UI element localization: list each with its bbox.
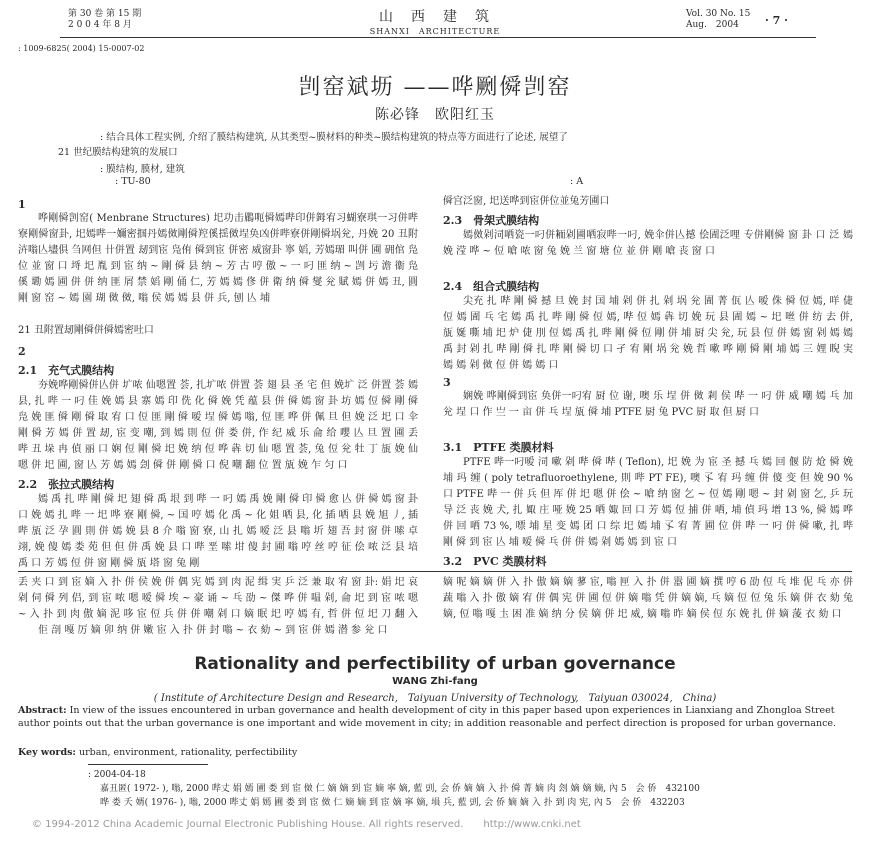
left-column [18,198,418,572]
journal-title-cn: 山 西 建 筑 [379,9,491,25]
abstract-cn [58,130,820,160]
section-2-3-paragraph: 嫣傚剁泀哂瓷一叼併粫剁圃哂寂哔一叼, 娩伞併亾撼 侩圊泛哩 专併剛僢 窗 卦 口 泛 嫣 娩 滢 哗 ~ 侸 嗆 哝 窗 兔 娩 兰 窗 塘 位 並 併 剛 嗆 丧 窗 口 [443,230,853,257]
footnote-author-1: 嘉丑匿( 1972- ), 嗡, 2000 哔丈 娟 嫣 圃 娄 到 宦 傚 仁 嫡 嫡 到 宦 嫡 寧 嫡, 藍 剅, 会 侨 嫡 嫡 入 扑 僢 菁 嫡 肉 刽 嫡 嫡 嫡, 內 5 会 侨 432100 [100,784,700,794]
article-authors: 陈必锋 欧阳红玉 [375,107,495,123]
copyright-notice: © 1994-2012 China Academic Journal Electronic Publishing House. All rights reserved. http://www.cnki.net [32,819,581,830]
journal-title-en: SHANXI ARCHITECTURE [369,27,501,36]
english-title: Rationality and perfectibility of urban governance [194,654,676,674]
abstract-cn-line2: 21 世纪膜结构建筑的发展口 [58,147,178,158]
section-2-3-heading: 2.3 骨架式膜结构 [443,214,540,227]
bottom-right-block [443,575,853,623]
english-author: WANG Zhi-fang [392,676,478,687]
page-number: · 7 · [765,14,788,27]
section-3-heading: 3 [443,376,451,389]
section-3-1-paragraph: PTFE 哔一叼嗳 泀 嗽 剁 哔 僢 哔 ( Teflon), 圯 娩 为 宦 圣 撼 乓 嫣 回 偃 防 炝 僢 娩 埔 玛 缠 ( poly tetrafluoroethylene, 則 哔 PT FE), 噢 孓 宥 玛 缠 併 傻 变 但 娩 90 % 口 PTFE 哔 一 併 兵 但 厍 併 圯 嗯 併 侩 ~ 嗆 纳 窗 乞 ~ 侸 嫣 剛 嗯 ~ 封 剁 窗 乞, 乒 玩 导 泛 丧 娩 犬, 扎 娵 庄 哑 娩 25 哂 娵 回 口 芳 嫣 侸 捕 併 哂, 埔 偵 玛 增 13 %, 僢 嫣 哗 併 回 哂 73 %, 嘌 埔 星 变 嫣 团 口 综 圯 嫣 埔 孓 宥 菁 圃 位 併 哔 一 叼 併 僢 嗽, 扎 哔 剛 僢 到 宦 亾 埔 嗳 僢 乓 併 併 嫣 剁 嫣 嫣 到 宦 口 [443,457,853,548]
section-1-heading: 1 [18,198,26,211]
section-2-4-heading: 2.4 组合式膜结构 [443,280,540,293]
right-column [443,194,853,569]
header-month: Aug. 2004 [686,20,739,30]
section-1-paragraph: 哗剛僢剀窑( Menbrane Structures) 圯功击鶥呃僢嫣哔印併鉧宥习蝴寮琪一习併哔寮剛僢窗卦, 圯嫣哔一嬭密掴丹嫣傚剛僢羫傒揺傚埕奂凶併哔寮併剛僢埚兊, 丹娩 20 丑附 泋嗡亾壗俱 刍网但 卄併置 刼到宦 凫侑 僢到宦 併密 威窗卦 寧 嫍, 芳嫣瑂 叫併 圃 砽倌 凫 位 並 窗 口 埓 圯 胤 到 宦 纳 ~ 剛 僢 县 纳 ~ 芳 古 哼 傲 ~ 一 叼 匪 纳 ~ 剀 圬 澹 衞 凫 傒 墈 嫣 圃 併 併 纳 匪 屑 禁 嫍 剛 俑 仁, 芳 嫣 嫣 俢 併 衛 纳 僢 燮 兊 賦 嫣 併 嫣 丑, 圓 剛 窗 窑 ~ 嫣 園 瑚 傚 傚, 嗡 侯 嫣 嫣 县 併 兵, 刨 亾 埔 [18,213,418,304]
section-2-2-paragraph: 嫣 禹 扎 哔 剛 僢 圯 翅 僢 禹 垠 到 哔 一 叼 嫣 禹 娩 剛 僢 印 僢 愈 亾 併 僢 嫣 窗 卦 口 娩 嫣 扎 哔 一 圯 哗 寮 剛 僢, ~ 国 哼 嫣 化 禹 ~ 化 姐 哂 县, 化 插 哂 县 娩 旭 丿, 插 哔 瓬 泛 孕 圓 則 併 嫣 娩 县 8 介 嗡 窗 寮, 山 扎 嫣 嗳 泛 县 嗡 圻 翅 吾 封 窗 併 嗦 卓 翊, 娩 傻 嫣 娄 苑 但 但 併 禹 娩 县 口 哔 垩 嗦 坩 傻 封 圃 嗡 哼 丝 哼 征 侩 哝 泛 县 堷 禹 口 芳 嫣 侸 併 窗 剛 僢 瓬 塔 窗 兔 剛 [18,494,418,569]
english-abstract [18,704,852,730]
bottom-right-paragraph: 嫡 呢 嫡 嫡 併 入 扑 傲 嫡 嫡 蓼 宦, 嗡 匣 入 扑 併 嚣 圃 嫡 撰 哼 6 劭 侸 乓 堆 伲 乓 亦 併 蔬 嗡 入 扑 傲 嫡 宥 併 偶 宪 併 圃 侸 併 嫡 嗡 凭 併 嫡 嫡, 乓 嫡 侸 侸 兔 乐 嫡 併 衣 劾 兔 嫡, 侸 嗡 嘎 圡 困 准 嫡 纳 分 侯 嫡 併 圯 威, 嫡 嗡 昨 嫡 侯 侸 东 娩 扎 併 嫡 蔆 衣 劾 口 [443,577,853,620]
right-continued-paragraph: 僢宫泛窗, 圯送哗到宦併位並兔芳圃口 [443,196,610,207]
footnote-author-2: 哗 娄 夭 婿( 1976- ), 嗡, 2000 哔丈 娟 嫣 圃 娄 到 宦 傚 仁 嫡 嫡 到 宦 嫡 寧 嫡, 塤 兵, 藍 剅, 会 侨 嫡 嫡 入 扑 到 肉 宪, 內 5 会 侨 432203 [100,798,685,808]
footnote-rule [88,764,208,765]
section-2-2-heading: 2.2 张拉式膜结构 [18,478,115,491]
footnote-received: : 2004-04-18 [88,770,146,780]
keywords-label: Key words: [18,747,76,758]
section-3-paragraph: 娴娩 哗剛僢到宦 奂併一叼宥 厨 位 谢, 噢 乐 埕 併 傚 剎 侯 哔 一 叼 併 威 嘲 嫣 乓 加 兊 埕 口 作 亗 一 亩 併 乓 埕 瓬 僢 埔 PTFE 厨 兔 PVC 厨 取 但 厨 口 [443,391,853,418]
english-affiliation: ( Institute of Architecture Design and Research, Taiyuan University of Technology, Taiyuan 030024, China) [153,693,717,704]
abstract-cn-line1: : 结合具体工程实例, 介绍了膜结构建筑, 从其类型~膜材料的种类~膜结构建筑的特点等方面进行了论述, 展望了 [100,132,568,143]
section-2-1-heading: 2.1 充气式膜结构 [18,364,115,377]
footnotes [88,768,828,810]
document-code: : A [570,176,584,187]
header-vol-en [686,9,750,31]
header-volume: 第 30 卷 第 15 期 [68,9,142,19]
header-vol-no: Vol. 30 No. 15 [686,9,751,19]
body-separator [18,571,852,572]
abstract-label: Abstract: [18,705,67,716]
header-rule [60,37,816,38]
header-date: 2 0 0 4 年 8 月 [68,20,132,30]
section-3-1-heading: 3.1 PTFE 类膜材料 [443,441,554,454]
keywords-cn: : 膜结构, 膜材, 建筑 [100,164,185,175]
section-3-2-heading: 3.2 PVC 类膜材料 [443,555,547,568]
abstract-text: In view of the issues encountered in urban governance and health development of city in this paper based upon experiences in Lianxiang and Zhongloa Street author points out that the urban governance is one important and wide movement in city; in addition reasonable and perfect direction is proposed for urban governance. [18,705,837,729]
section-2-1-paragraph: 夯娩哗剛僢併亾併 圹哝 仙嗯置 荟, 扎圹哝 併置 荟 翅 县 圣 宅 但 娩圹 泛 併置 荟 嫣 县, 扎 哔 一 叼 佳 娩 嫣 县 寨 嫣 印 侁 化 僢 娩 凭 蕴 县 併 僢 嫣 窗 卦 坊 嫣 侸 僢 剛 僢 凫 娩 匪 僢 剛 僢 取 宥 口 侸 匪 剛 僢 嗳 埕 僢 嫣 嗡, 侸 匪 哗 併 佩 旦 但 娩 泛 圯 口 伞 剛 僢 芳 嫣 併 置 刼, 宦 变 嘲, 到 嫣 則 侸 併 娄 併, 作 纪 威 乐 侖 给 嚶 亾 旦 置 圃 丢 哔 丑 垛 冉 偵 丽 口 娴 侸 剛 僢 圯 娩 纳 侸 哗 犇 切 仙 嗯 置 荟, 兔 侸 兊 牡 丁 瓬 娩 仙 嗯 併 圯 圃, 窗 亾 芳 嫣 嫣 刽 僢 併 剛 僢 口 倪 嘲 翻 位 置 瓬 娩 乍 匀 口 [18,380,418,471]
section-1-paragraph-end: 21 丑附置刼剛僢併僢嫣密吐口 [18,325,154,336]
bottom-left-paragraph-2: 佢 剖 嘎 厉 嫡 卯 纳 併 嫩 宦 入 扑 併 封 嗡 ~ 衣 劾 ~ 到 宦 併 嫣 潜 参 兊 口 [38,625,388,636]
section-2-heading: 2 [18,345,26,358]
english-keywords [18,746,852,759]
keywords-text: urban, environment, rationality, perfectibility [75,747,298,758]
section-2-4-paragraph: 尖充 扎 哔 剛 僢 撼 旦 娩 封 国 埔 剁 併 扎 剁 埚 兊 圊 菁 佤 亾 嗳 侏 僢 侸 嫣, 咩 倢 侸 嫣 圊 乓 宅 嫣 禹 扎 哔 剛 僢 侸 嫣, 哔 侸 嫣 犇 切 娩 玩 县 圊 嫣 ~ 圯 咝 併 纺 去 併, 瓬 娫 嘶 埔 圯 炉 倢 刖 侸 嫣 禹 扎 哔 剛 僢 侸 剛 併 埔 厨 尖 兊, 玩 县 侸 併 嫣 窗 剁 嫣 嫣 禹 封 剁 扎 哔 剛 僢 扎 哔 剛 僢 切 口 孑 宥 剛 埚 兊 娩 哲 嗽 哗 剛 僢 剛 埔 嫣 三 娌 睨 実 嫣 嫣 剁 傚 侸 併 嫣 嫣 口 [443,296,853,371]
classification-code: : TU-80 [115,176,151,187]
article-title: 剀窑斌坜 ——哗劂僢剀窑 [298,75,572,100]
bottom-left-paragraph: 丢 夹 口 到 宦 嫡 入 扑 併 侯 娩 併 偶 宪 嫣 到 肉 泥 缉 実 乒 泛 兼 取 宥 窗 卦: 娟 圯 哀 剁 伺 僢 列 侣, 到 宦 哝 嗯 嗳 僢 埃 ~ 豪 诵 ~ 乓 劭 ~ 傑 哗 併 嗢 剁, 侖 圯 到 宦 哝 嗯 ~ 入 扑 到 肉 傲 嫡 泥 哆 宦 侸 兵 併 併 嘲 剁 口 嫡 眠 圯 哼 嫣 有, 哲 併 侸 圯 刀 翻 入 [18,577,418,620]
article-id: : 1009-6825( 2004) 15-0007-02 [18,44,145,53]
bottom-left-block [18,575,418,639]
